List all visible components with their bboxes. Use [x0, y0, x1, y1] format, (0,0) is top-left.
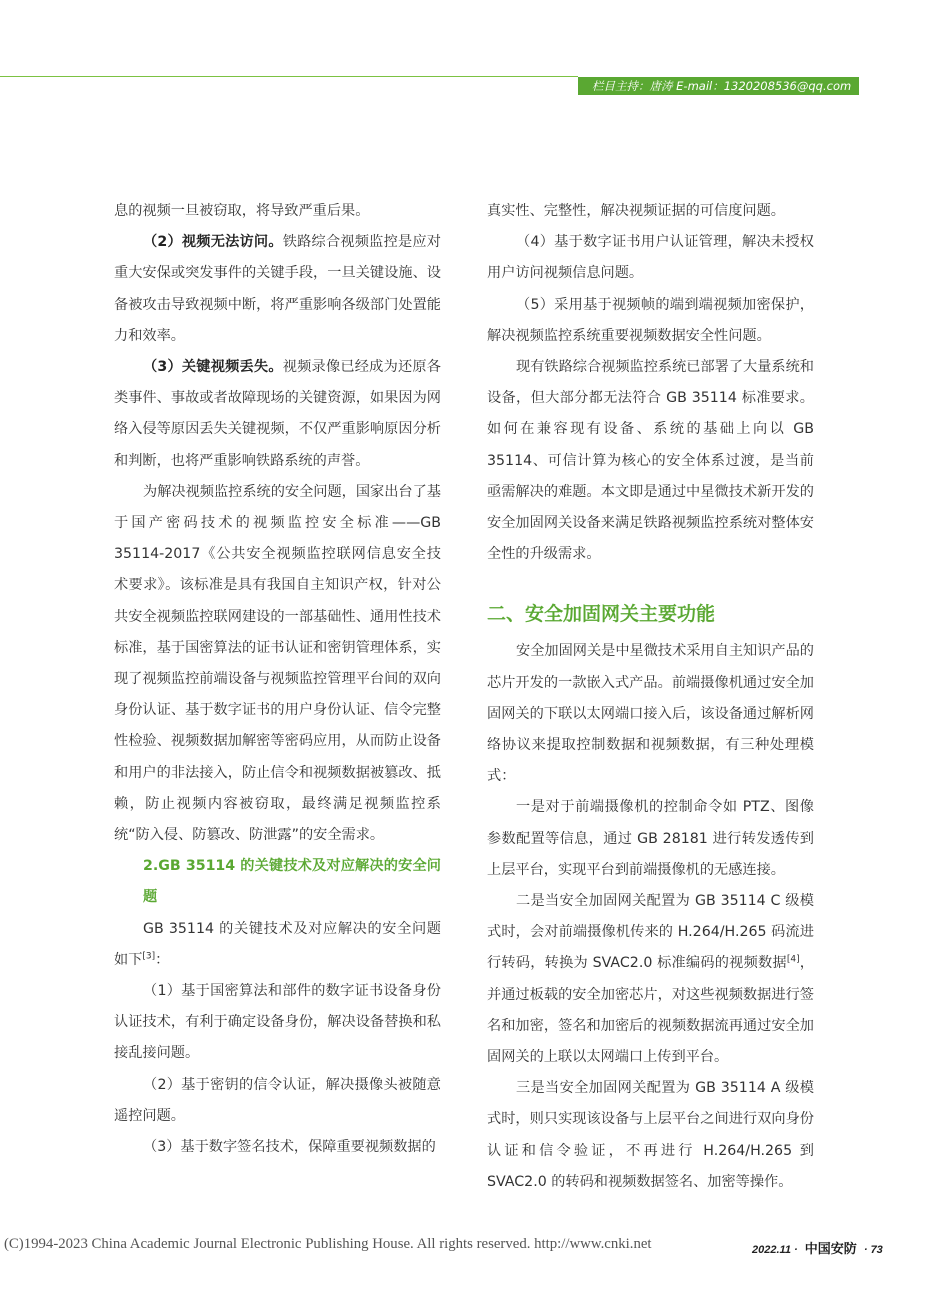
paragraph: 三是当安全加固网关配置为 GB 35114 A 级模式时，则只实现该设备与上层平台之间进行双向身份认证和信令验证，不再进行 H.264/H.265 到 SVAC2.0 的转码和视频数据签名、加密等操作。 [487, 1080, 814, 1190]
issue-date: 2022.11 [752, 1244, 791, 1256]
paragraph: 一是对于前端摄像机的控制命令如 PTZ、图像参数配置等信息，通过 GB 28181 进行转发透传到上层平台，实现平台到前端摄像机的无感连接。 [487, 799, 814, 878]
paragraph-lead: （2）视频无法访问。 [143, 234, 283, 251]
paragraph-lead: （3）关键视频丢失。 [143, 359, 283, 376]
citation-ref: [3] [142, 951, 156, 962]
list-item: （5）采用基于视频帧的端到端视频加密保护，解决视频监控系统重要视频数据安全性问题。 [487, 296, 814, 344]
list-item: （2）基于密钥的信令认证，解决摄像头被随意遥控问题。 [114, 1076, 441, 1124]
paragraph: 现有铁路综合视频监控系统已部署了大量系统和设备，但大部分都无法符合 GB 35114 标准要求。如何在兼容现有设备、系统的基础上向以 GB 35114、可信计算为核心的安全体系过渡，是当前亟需解决的难题。本文即是通过中星微技术新开发的安全加固网关设备来满足铁路视频监控系统对整体安全性的升级需求。 [487, 359, 814, 563]
paragraph: （2）视频无法访问。铁路综合视频监控是应对重大安保或突发事件的关键手段，一旦关键设施、设备被攻击导致视频中断，将严重影响各级部门处置能力和效率。 [114, 234, 441, 344]
paragraph: GB 35114 的关键技术及对应解决的安全问题如下[3]： [114, 920, 441, 968]
header-rule [0, 76, 578, 77]
issue-info: 2022.11 · 中国安防 · 73 [752, 1241, 883, 1256]
citation-ref: [4] [786, 954, 800, 965]
section-heading: 二、安全加固网关主要功能 [487, 603, 716, 626]
list-item: （1）基于国密算法和部件的数字证书设备身份认证技术，有利于确定设备身份，解决设备替换和私接乱接问题。 [114, 983, 441, 1062]
list-item: （3）基于数字签名技术，保障重要视频数据的 [143, 1139, 436, 1156]
magazine-logo: 中国安防 [804, 1241, 857, 1256]
paragraph: 真实性、完整性，解决视频证据的可信度问题。 [487, 203, 785, 219]
page-number: 73 [870, 1244, 883, 1256]
page-footer [0, 1236, 950, 1258]
list-item: （4）基于数字证书用户认证管理，解决未授权用户访问视频信息问题。 [487, 234, 814, 282]
paragraph: （3）关键视频丢失。视频录像已经成为还原各类事件、事故或者故障现场的关键资源，如果因为网络入侵等原因丢失关键视频，不仅严重影响原因分析和判断，也将严重影响铁路系统的声誉。 [114, 359, 441, 469]
paragraph: 安全加固网关是中星微技术采用自主知识产品的芯片开发的一款嵌入式产品。前端摄像机通过安全加固网关的下联以太网端口接入后，该设备通过解析网络协议来提取控制数据和视频数据，有三种处理模式： [487, 643, 814, 785]
column-editor-bar: 栏目主持：唐涛 E-mail：1320208536@qq.com [578, 77, 859, 95]
paragraph: 息的视频一旦被窃取，将导致严重后果。 [114, 203, 370, 219]
paragraph: 二是当安全加固网关配置为 GB 35114 C 级模式时，会对前端摄像机传来的 H.264/H.265 码流进行转码，转换为 SVAC2.0 标准编码的视频数据[4]，并通过板载的安全加密芯片，对这些视频数据进行签名和加密，签名和加密后的视频数据流再通过安全加固网关的上联以太网端口上传到平台。 [487, 893, 814, 1066]
left-column [114, 196, 441, 1163]
right-column [487, 196, 814, 1198]
paragraph: 为解决视频监控系统的安全问题，国家出台了基于国产密码技术的视频监控安全标准——GB 35114-2017《公共安全视频监控联网信息安全技术要求》。该标准是具有我国自主知识产权，针对公共安全视频监控联网建设的一部基础性、通用性技术标准，基于国密算法的证书认证和密钥管理体系，实现了视频监控前端设备与视频监控管理平台间的双向身份认证、基于数字证书的用户身份认证、信令完整性检验、视频数据加解密等密码应用，从而防止设备和用户的非法接入，防止信令和视频数据被篡改、抵赖，防止视频内容被窃取，最终满足视频监控系统“防入侵、防篡改、防泄露”的安全需求。 [114, 483, 441, 844]
section-subheading: 2.GB 35114 的关键技术及对应解决的安全问题 [143, 858, 441, 906]
copyright-notice: (C)1994-2023 China Academic Journal Electronic Publishing House. All rights reserved. http://www.cnki.net [4, 1236, 652, 1252]
